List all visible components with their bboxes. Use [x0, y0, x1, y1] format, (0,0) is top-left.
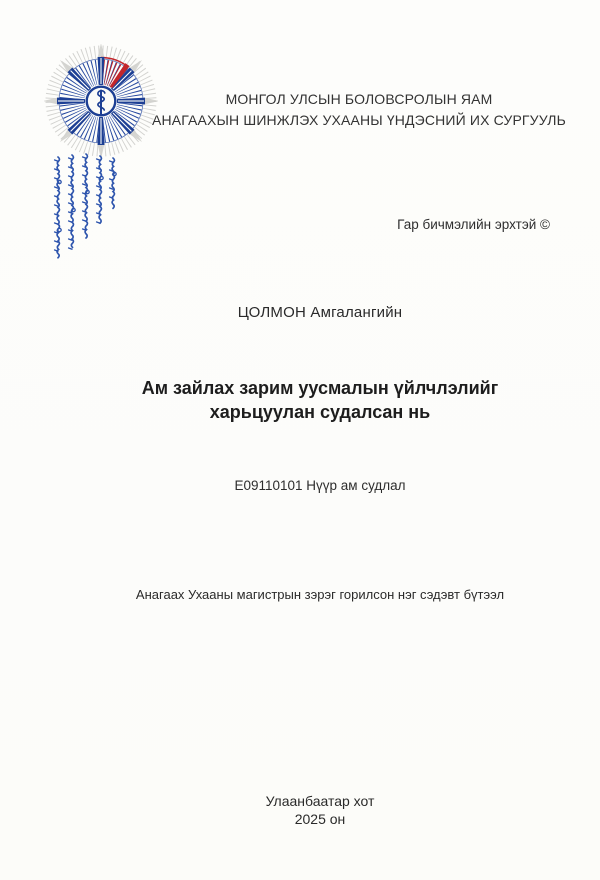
thesis-title-line1: Ам зайлах зарим уусмалын үйлчлэлийг [141, 378, 499, 398]
ministry-name: МОНГОЛ УЛСЫН БОЛОВСРОЛЫН ЯАМ [225, 91, 493, 107]
copyright-notice: Гар бичмэлийн эрхтэй © [397, 217, 550, 232]
program-code: Е09110101 Нүүр ам судлал [234, 478, 406, 493]
footer-block [38, 792, 600, 828]
university-name: АНАГААХЫН ШИНЖЛЭХ УХААНЫ ҮНДЭСНИЙ ИХ СУРГУУЛЬ [152, 112, 566, 128]
thesis-title [38, 377, 600, 424]
author-name: ЦОЛМОН Амгалангийн [237, 304, 403, 321]
mongolian-script-icon [48, 148, 128, 266]
header-block [148, 89, 570, 131]
university-emblem-icon [44, 44, 158, 158]
year: 2025 он [294, 811, 346, 827]
city: Улаанбаатар хот [265, 793, 375, 809]
thesis-title-line2: харьцуулан судалсан нь [209, 401, 431, 422]
degree-statement: Анагаах Ухааны магистрын зэрэг горилсон нэг сэдэвт бүтээл [135, 587, 505, 602]
